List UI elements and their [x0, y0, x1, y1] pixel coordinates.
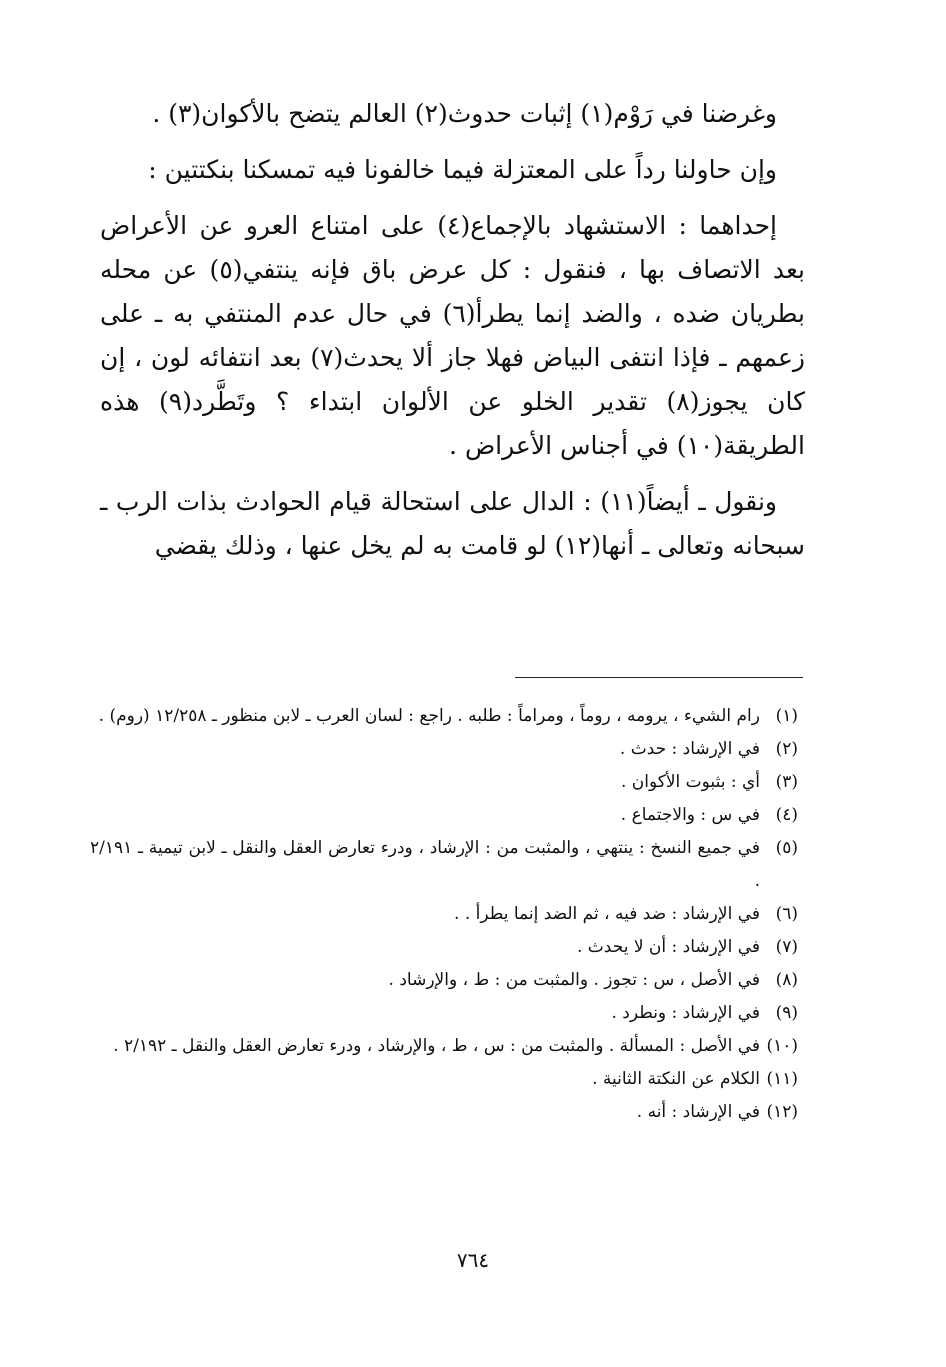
- footnote-text: في الأصل : المسألة . والمثبت من : س ، ط ، والإرشاد ، ودرء تعارض العقل والنقل ـ ٢/١٩٢ .: [113, 1036, 760, 1056]
- footnote-number: (٩): [775, 1003, 798, 1023]
- footnote-text: في الأصل ، س : تجوز . والمثبت من : ط ، والإرشاد .: [388, 970, 760, 990]
- footnote-number: (٧): [775, 937, 798, 957]
- footnote-item: [90, 799, 810, 832]
- footnote-item: [90, 997, 810, 1030]
- footnotes-list: [90, 700, 810, 1129]
- footnote-item: [90, 832, 810, 898]
- paragraph-2: وإن حاولنا رداً على المعتزلة فيما خالفونا فيه تمسكنا بنكتتين :: [148, 155, 777, 184]
- footnote-number: (١٠): [766, 1036, 798, 1056]
- main-body-text: [100, 92, 805, 568]
- footnote-text: في الإرشاد : أنه .: [636, 1102, 760, 1122]
- footnote-item: [90, 1030, 810, 1063]
- footnote-text: في س : والاجتماع .: [620, 805, 760, 825]
- footnote-item: [90, 931, 810, 964]
- footnote-item: [90, 1096, 810, 1129]
- footnote-item: [90, 733, 810, 766]
- footnote-text: في الإرشاد : ضد فيه ، ثم الضد إنما يطرأ . .: [454, 904, 760, 924]
- paragraph-4: ونقول ـ أيضاً(١١) : الدال على استحالة قيام الحوادث بذات الرب ـ سبحانه وتعالى ـ أنها(١٢) لو قامت به لم يخل عنها ، وذلك يقضي: [100, 487, 805, 560]
- footnote-text: الكلام عن النكتة الثانية .: [592, 1069, 760, 1089]
- footnote-number: (٣): [775, 772, 798, 792]
- footnote-item: [90, 964, 810, 997]
- footnote-item: [90, 898, 810, 931]
- footnote-number: (٦): [775, 904, 798, 924]
- footnote-text: رام الشيء ، يرومه ، روماً ، ومراماً : طلبه . راجع : لسان العرب ـ لابن منظور ـ ١٢/٢٥٨ (روم) .: [98, 706, 760, 726]
- footnote-separator: [515, 677, 803, 678]
- page-number: ٧٦٤: [456, 1248, 490, 1272]
- paragraph-1: وغرضنا في رَوْم(١) إثبات حدوث(٢) العالم يتضح بالأكوان(٣) .: [152, 99, 777, 128]
- footnote-number: (١٢): [766, 1102, 798, 1122]
- footnote-text: في الإرشاد : حدث .: [619, 739, 760, 759]
- footnote-number: (٤): [775, 805, 798, 825]
- footnote-text: في الإرشاد : ونطرد .: [611, 1003, 760, 1023]
- footnote-number: (٨): [775, 970, 798, 990]
- paragraph-3: إحداهما : الاستشهاد بالإجماع(٤) على امتناع العرو عن الأعراض بعد الاتصاف بها ، فنقول : كل عرض باق فإنه ينتفي(٥) عن محله بطريان ضده ، والضد إنما يطرأ(٦) في حال عدم المنتفي به ـ على زعمهم ـ فإذا انتفى البياض فهلا جاز ألا يحدث(٧) بعد انتفائه لون ، إن كان يجوز(٨) تقدير الخلو عن الألوان ابتداء ؟ وتَطَّرد(٩) هذه الطريقة(١٠) في أجناس الأعراض .: [100, 211, 805, 460]
- footnote-number: (٥): [775, 838, 798, 858]
- footnote-text: في الإرشاد : أن لا يحدث .: [576, 937, 760, 957]
- footnote-number: (١): [775, 706, 798, 726]
- footnote-item: [90, 766, 810, 799]
- footnote-text: أي : بثبوت الأكوان .: [620, 772, 760, 792]
- footnote-number: (١١): [766, 1069, 798, 1089]
- footnote-text: في جميع النسخ : ينتهي ، والمثبت من : الإرشاد ، ودرء تعارض العقل والنقل ـ لابن تيمية ـ ٢/١٩١ .: [90, 838, 760, 891]
- footnote-item: [90, 700, 810, 733]
- footnote-item: [90, 1063, 810, 1096]
- footnote-number: (٢): [775, 739, 798, 759]
